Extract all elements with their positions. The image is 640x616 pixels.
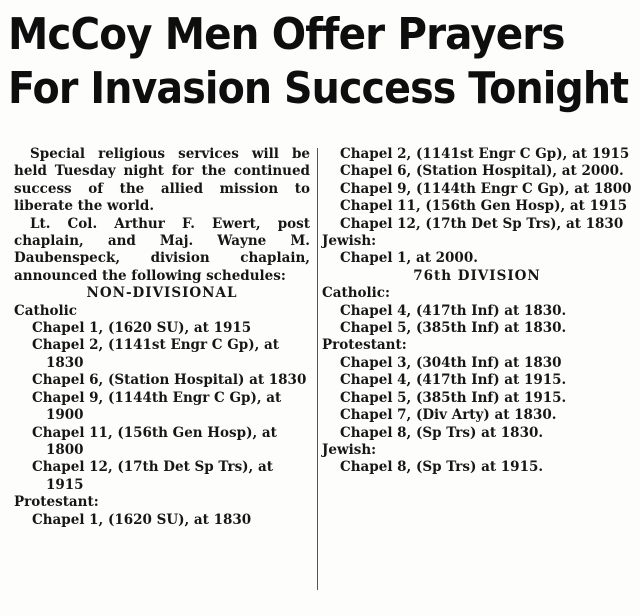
- category-protestant: Protestant:: [14, 494, 99, 511]
- left-column: [14, 146, 310, 529]
- schedule-entry: Chapel 5, (385th Inf) at 1915.: [340, 389, 567, 406]
- schedule-entry: Chapel 6, (Station Hospital) at 1830: [32, 372, 307, 389]
- schedule-entry: Chapel 4, (417th Inf) at 1830.: [340, 302, 567, 319]
- category-jewish: Jewish:: [322, 233, 377, 250]
- schedule-entry: Chapel 1, (1620 SU), at 1830: [32, 511, 252, 528]
- column-rule: [317, 148, 318, 590]
- schedule-entry: Chapel 12, (17th Det Sp Trs), at 1915: [32, 459, 273, 493]
- section-76th-division: 76th DIVISION: [413, 267, 541, 284]
- right-column: [322, 146, 632, 477]
- schedule-entry: Chapel 11, (156th Gen Hosp), at 1800: [32, 424, 277, 458]
- category-catholic: Catholic: [14, 302, 78, 319]
- category-jewish: Jewish:: [322, 441, 377, 458]
- schedule-entry: Chapel 9, (1144th Engr C Gp), at 1800: [340, 180, 632, 197]
- schedule-entry: Chapel 9, (1144th Engr C Gp), at 1900: [32, 389, 282, 424]
- schedule-entry: Chapel 1, (1620 SU), at 1915: [32, 320, 252, 337]
- intro-paragraph-2: Lt. Col. Arthur F. Ewert, post chaplain, and Maj. Wayne M. Daubenspeck, division chaplain, announced the following schedules:: [14, 215, 310, 284]
- section-non-divisional: NON-DIVISIONAL: [86, 285, 238, 302]
- schedule-entry: Chapel 12, (17th Det Sp Trs), at 1830: [340, 215, 624, 232]
- headline-line-2: For Invasion Success Tonight: [8, 63, 629, 114]
- category-catholic: Catholic:: [322, 285, 391, 302]
- schedule-entry: Chapel 8, (Sp Trs) at 1830.: [340, 424, 544, 441]
- headline-line-1: McCoy Men Offer Prayers: [8, 9, 565, 60]
- schedule-entry: Chapel 2, (1141st Engr C Gp), at 1915: [340, 146, 630, 162]
- schedule-entry: Chapel 5, (385th Inf) at 1830.: [340, 320, 567, 337]
- schedule-entry: Chapel 6, (Station Hospital), at 2000.: [340, 163, 624, 180]
- schedule-entry: Chapel 1, at 2000.: [340, 250, 478, 267]
- schedule-entry: Chapel 7, (Div Arty) at 1830.: [340, 407, 557, 424]
- schedule-entry: Chapel 2, (1141st Engr C Gp), at 1830: [32, 337, 279, 371]
- intro-paragraph-1: Special religious services will be held Tuesday night for the continued success of the allied mission to liberate the world.: [14, 146, 310, 215]
- schedule-entry: Chapel 8, (Sp Trs) at 1915.: [340, 459, 544, 476]
- schedule-entry: Chapel 11, (156th Gen Hosp), at 1915: [340, 198, 628, 215]
- category-protestant: Protestant:: [322, 337, 407, 354]
- schedule-entry: Chapel 4, (417th Inf) at 1915.: [340, 372, 567, 389]
- headline: [8, 8, 632, 116]
- schedule-entry: Chapel 3, (304th Inf) at 1830: [340, 354, 562, 371]
